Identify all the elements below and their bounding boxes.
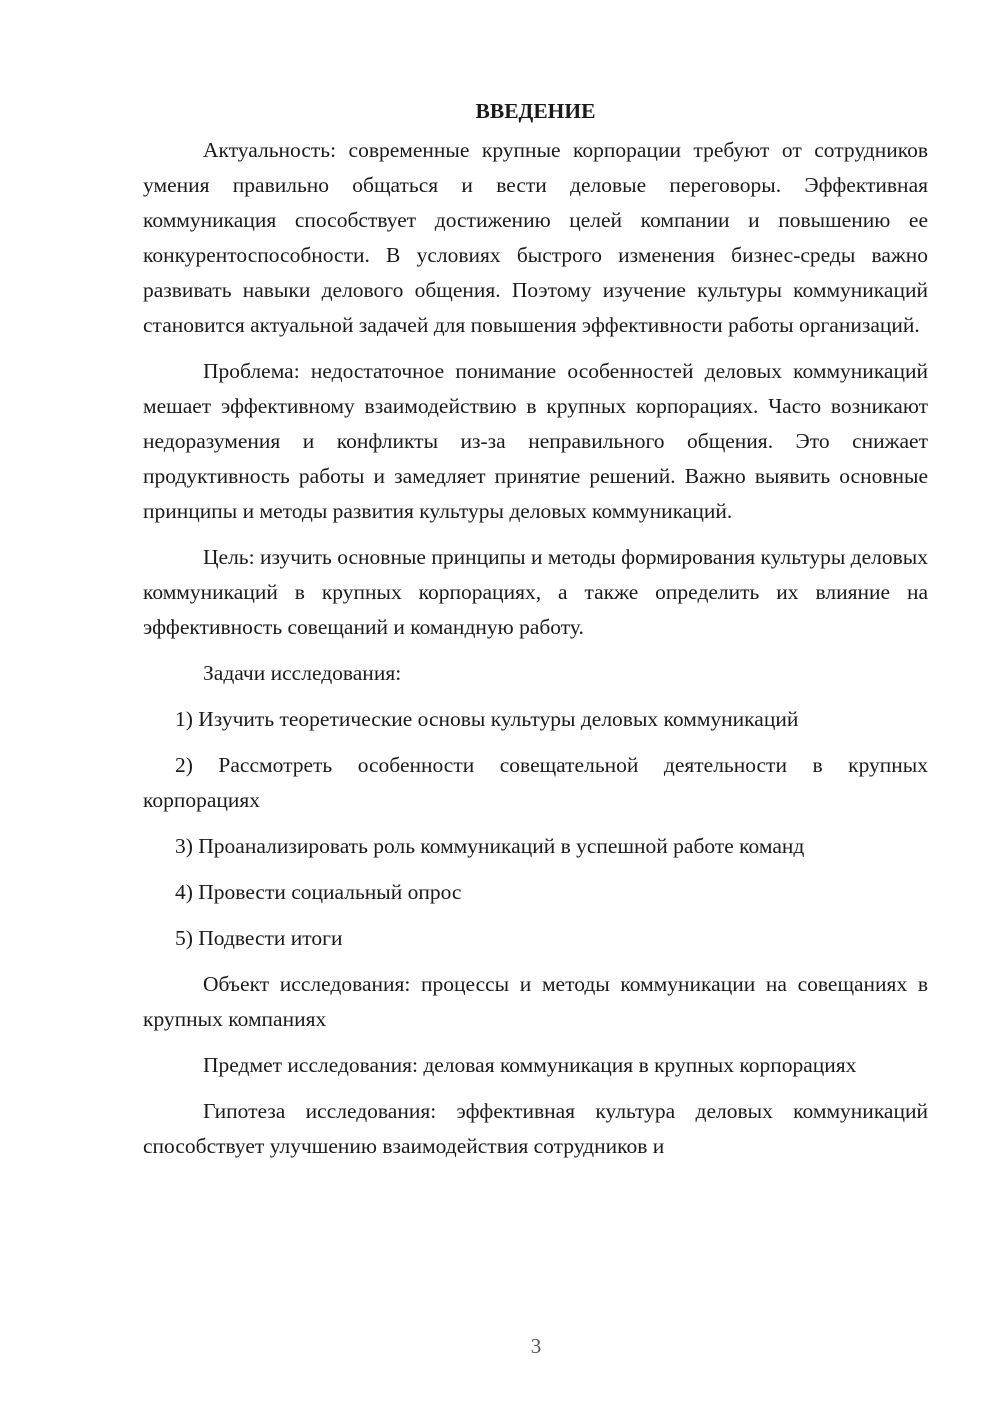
paragraph-relevance: Актуальность: современные крупные корпорации требуют от сотрудников умения правильно общаться и вести деловые переговоры. Эффективная коммуникация способствует достижению целей компании и повышению ее конкурентоспособности. В условиях быстрого изменения бизнес-среды важно развивать навыки делового общения. Поэтому изучение культуры коммуникаций становится актуальной задачей для повышения эффективности работы организаций.	[143, 138, 928, 337]
list-item: 2) Рассмотреть особенности совещательной деятельности в крупных корпорациях	[143, 753, 928, 812]
tasks-list	[143, 702, 928, 956]
paragraph-problem: Проблема: недостаточное понимание особенностей деловых коммуникаций мешает эффективному взаимодействию в крупных корпорациях. Часто возникают недоразумения и конфликты из-за неправильного общения. Это снижает продуктивность работы и замедляет принятие решений. Важно выявить основные принципы и методы развития культуры деловых коммуникаций.	[143, 359, 928, 523]
list-item: 4) Провести социальный опрос	[175, 880, 462, 904]
paragraph-hypothesis: Гипотеза исследования: эффективная культура деловых коммуникаций способствует улучшению взаимодействия сотрудников и	[143, 1099, 928, 1158]
page-number	[0, 1334, 1000, 1358]
paragraph-subject: Предмет исследования: деловая коммуникация в крупных корпорациях	[203, 1053, 857, 1077]
list-item: 3) Проанализировать роль коммуникаций в успешной работе команд	[175, 834, 805, 858]
list-item: 1) Изучить теоретические основы культуры деловых коммуникаций	[175, 707, 799, 731]
list-item: 5) Подвести итоги	[175, 926, 343, 950]
paragraph-goal: Цель: изучить основные принципы и методы формирования культуры деловых коммуникаций в крупных корпорациях, а также определить их влияние на эффективность совещаний и командную работу.	[143, 545, 928, 639]
paragraph-tasks-intro: Задачи исследования:	[203, 661, 402, 685]
document-body	[143, 96, 928, 1175]
page-number-label: 3	[530, 1334, 542, 1358]
paragraph-object: Объект исследования: процессы и методы коммуникации на совещаниях в крупных компаниях	[143, 972, 928, 1031]
page-title: ВВЕДЕНИЕ	[475, 99, 596, 123]
